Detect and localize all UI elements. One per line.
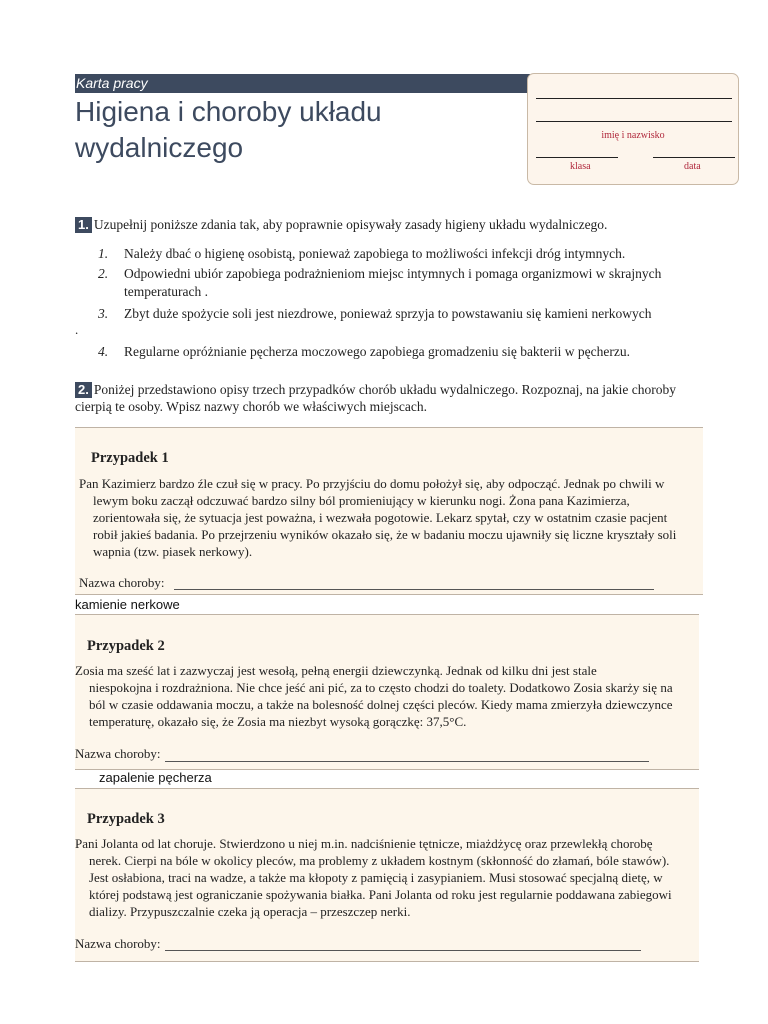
case-3-label: Nazwa choroby:: [75, 936, 161, 951]
page-title: Higiena i choroby układu wydalniczego: [75, 96, 382, 163]
task-2-text: Poniżej przedstawiono opisy trzech przypadków chorób układu wydalniczego. Rozpoznaj, na jakie choroby cierpią te osoby. Wpisz nazwy chorób we właściwych miejscach.: [75, 382, 677, 414]
name-line-2[interactable]: [536, 121, 732, 122]
case-2-answer[interactable]: zapalenie pęcherza: [99, 770, 212, 785]
item-text: Należy dbać o higienę osobistą, ponieważ zapobiega to możliwości infekcji dróg intymnych.: [124, 246, 626, 261]
task-1-number: 1.: [75, 217, 92, 233]
case-2-rest: niespokojna i rozdrażniona. Nie chce jeść ani pić, za to często chodzi do toalety. Dodatkowo Zosia skarży się na ból w czasie oddawania moczu, a także na bolesność dolnej części pleców. Kiedy mama zmierzyła dziewczynce temperaturę, okazało się, że Zosia ma niezbyt wysoką gorączkę: 37,5°C.: [89, 680, 673, 729]
case-3-box: [75, 788, 699, 962]
class-label: klasa: [570, 161, 591, 172]
item-number: 1.: [98, 246, 109, 261]
item-text: Odpowiedni ubiór zapobiega podrażnieniom miejsc intymnych i pomaga organizmowi w skrajnych temperaturach .: [124, 266, 662, 299]
case-2-label: Nazwa choroby:: [75, 746, 161, 761]
case-2-answer-line[interactable]: [165, 761, 649, 762]
date-line[interactable]: [653, 157, 735, 158]
case-3-title: Przypadek 3: [87, 811, 165, 827]
case-1-rest: lewym boku zaczął odczuwać bardzo silny ból promieniujący w kierunku nogi. Żona pana Kazimierza, zorientowała się, że sytuacja jest poważna, i wezwała pogotowie. Lekarz spytał, czy w ostatnim czasie pacjent robił jakieś badania. Po przejrzeniu wyników okazało się, że w badaniu moczu ujawniły się liczne kryształy soli wapnia (tzw. piasek nerkowy).: [93, 493, 677, 559]
item-number: 3.: [98, 306, 109, 321]
task-2-instruction: [75, 381, 700, 415]
case-1-label: Nazwa choroby:: [79, 575, 165, 590]
item-number: 2.: [98, 266, 109, 281]
case-3-description: [75, 835, 695, 920]
case-1-title: Przypadek 1: [91, 450, 169, 466]
case-1-description: [79, 475, 699, 560]
case-1-answer[interactable]: kamienie nerkowe: [75, 597, 180, 612]
task-1-text: Uzupełnij poniższe zdania tak, aby poprawnie opisywały zasady higieny układu wydalniczego.: [93, 217, 608, 232]
item-text: Regularne opróżnianie pęcherza moczowego zapobiega gromadzeniu się bakterii w pęcherzu.: [124, 344, 631, 359]
case-3-answer-line[interactable]: [165, 950, 641, 951]
case-2-box: [75, 614, 699, 770]
worksheet-label: Karta pracy: [76, 75, 148, 91]
name-line-1[interactable]: [536, 98, 732, 99]
case-1-box: [75, 427, 703, 595]
case-1-answer-line[interactable]: [174, 589, 654, 590]
class-line[interactable]: [536, 157, 618, 158]
case-1-first-line: Pan Kazimierz bardzo źle czuł się w pracy. Po przyjściu do domu położył się, aby odpocząć. Jednak po chwili w: [79, 476, 665, 491]
case-3-rest: nerek. Cierpi na bóle w okolicy pleców, ma problemy z układem kostnym (skłonność do złamań, bóle stawów). Jest osłabiona, traci na wadze, a także ma kłopoty z pamięcią i zasypianiem. Musi stosować specjalną dietę, w której podstawą jest ograniczanie spożywania białka. Pani Jolanta od roku jest regularnie poddawana zabiegowi dializy. Przypuszczalnie czeka ją operacja – przeszczep nerki.: [89, 853, 672, 919]
case-3-first-line: Pani Jolanta od lat choruje. Stwierdzono u niej m.in. nadciśnienie tętnicze, miażdżycę oraz przewlekłą chorobę: [75, 836, 653, 851]
worksheet-header-bar: [75, 74, 530, 93]
case-2-first-line: Zosia ma sześć lat i zazwyczaj jest wesołą, pełną energii dziewczynką. Jednak od kilku dni jest stale: [75, 663, 597, 678]
case-2-title: Przypadek 2: [87, 638, 165, 654]
student-info-box: [527, 73, 739, 185]
stray-dot: .: [75, 322, 79, 337]
item-number: 4.: [98, 344, 109, 359]
case-2-description: [75, 662, 695, 730]
date-label: data: [684, 161, 701, 172]
item-text: Zbyt duże spożycie soli jest niezdrowe, ponieważ sprzyja to powstawaniu się kamieni nerkowych: [124, 306, 652, 321]
name-label: imię i nazwisko: [601, 130, 665, 141]
task-2-number: 2.: [75, 382, 92, 398]
task-1-instruction: [75, 216, 715, 233]
